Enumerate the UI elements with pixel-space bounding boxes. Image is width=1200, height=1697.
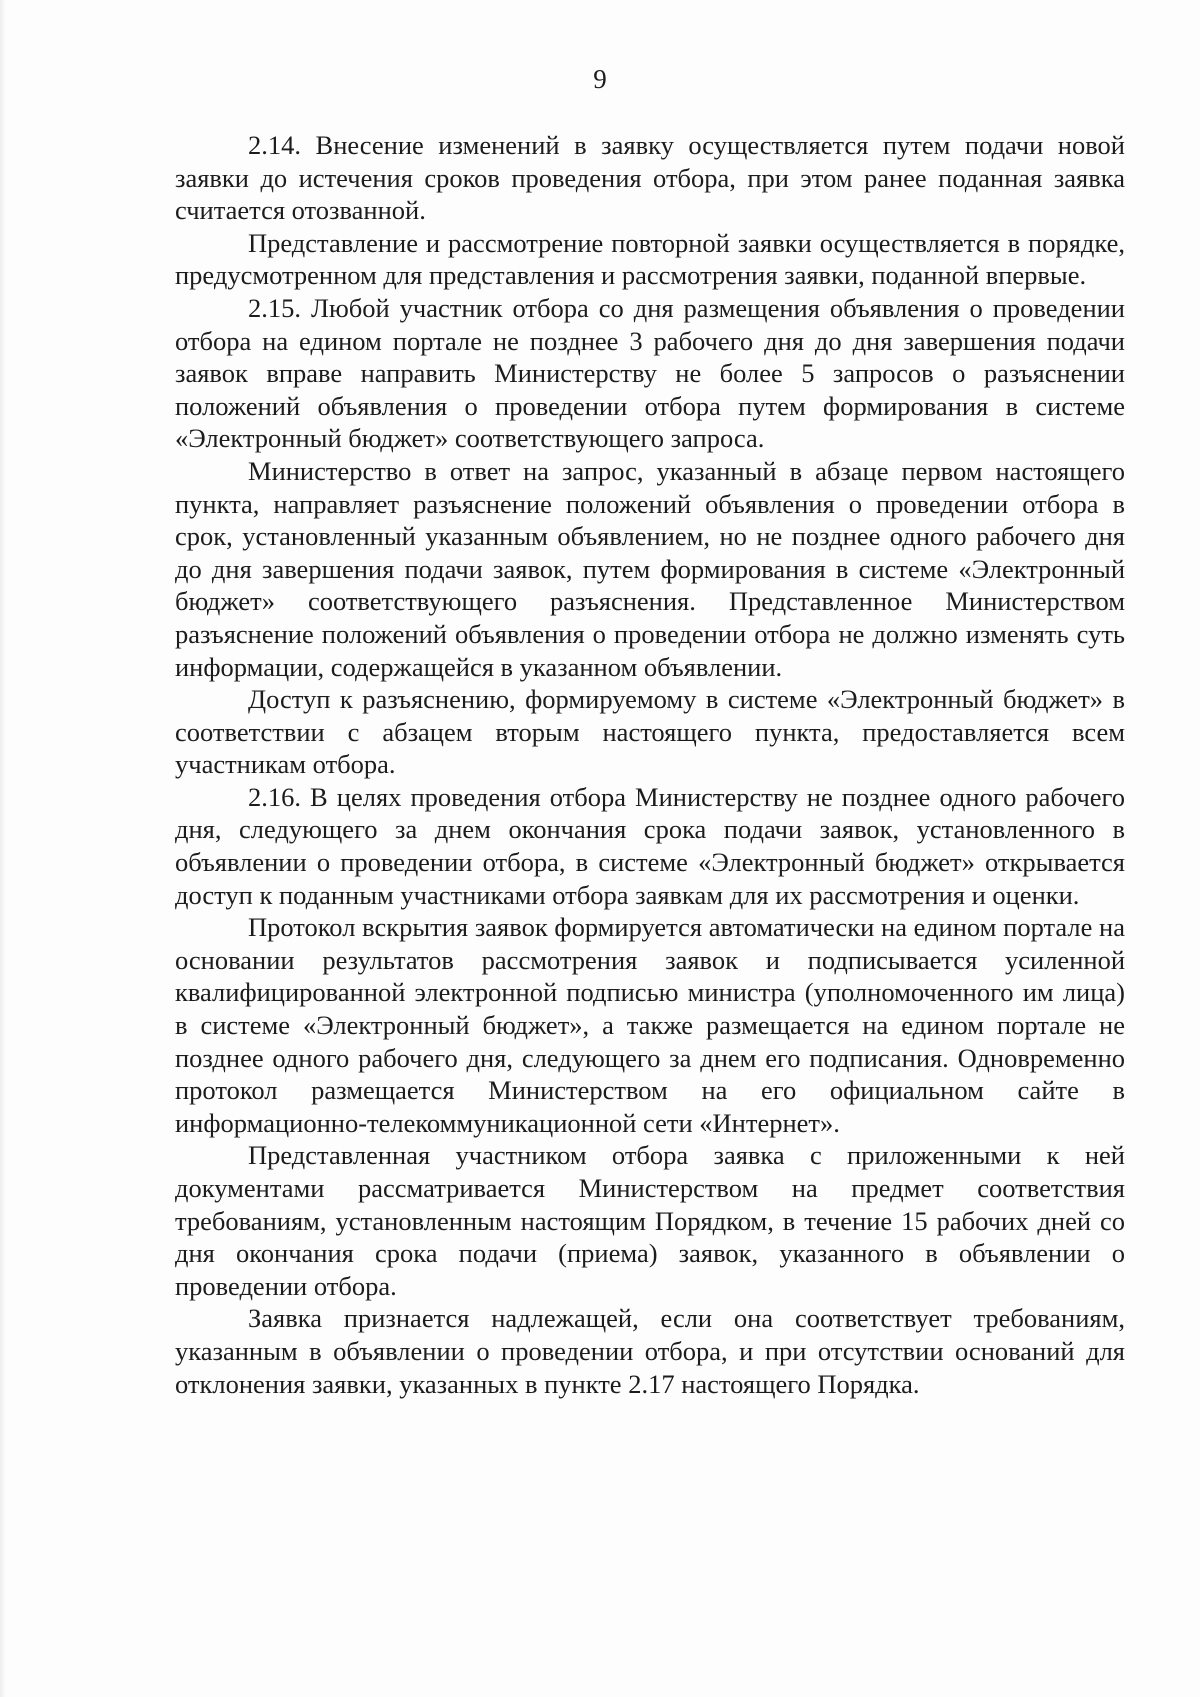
page-number: 9 — [593, 64, 607, 94]
paragraph-2-16: 2.16. В целях проведения отбора Министерству не позднее одного рабочего дня, следующего за днем окончания срока подачи заявок, установленного в объявлении о проведении отбора, в системе «Электронный бюджет» открывается доступ к поданным участниками отбора заявкам для их рассмотрения и оценки. — [175, 781, 1125, 910]
paragraph-opening-protocol: Протокол вскрытия заявок формируется автоматически на едином портале на основании результатов рассмотрения заявок и подписывается усиленной квалифицированной электронной подписью министра (уполномоченного им лица) в системе «Электронный бюджет», а также размещается на едином портале не позднее одного рабочего дня, следующего за днем его подписания. Одновременно протокол размещается Министерством на его официальном сайте в информационно-телекоммуникационной сети «Интернет». — [175, 912, 1125, 1138]
paragraph-application-valid: Заявка признается надлежащей, если она соответствует требованиям, указанным в объявлении о проведении отбора, и при отсутствии оснований для отклонения заявки, указанных в пункте 2.17 настоящего Порядка. — [175, 1303, 1125, 1399]
paragraph-2-14: 2.14. Внесение изменений в заявку осуществляется путем подачи новой заявки до истечения сроков проведения отбора, при этом ранее поданная заявка считается отозванной. — [175, 130, 1125, 226]
paragraph-ministry-response: Министерство в ответ на запрос, указанный в абзаце первом настоящего пункта, направляет разъяснение положений объявления о проведении отбора в срок, установленный указанным объявлением, но не позднее одного рабочего дня до дня завершения подачи заявок, путем формирования в системе «Электронный бюджет» соответствующего разъяснения. Представленное Министерством разъяснение положений объявления о проведении отбора не должно изменять суть информации, содержащейся в указанном объявлении. — [175, 455, 1125, 682]
paragraph-access-clarification: Доступ к разъяснению, формируемому в системе «Электронный бюджет» в соответствии с абзацем вторым настоящего пункта, предоставляется всем участникам отбора. — [175, 684, 1125, 780]
document-body — [175, 129, 1125, 1400]
paragraph-2-15: 2.15. Любой участник отбора со дня размещения объявления о проведении отбора на едином портале не позднее 3 рабочего дня до дня завершения подачи заявок вправе направить Министерству не более 5 запросов о разъяснении положений объявления о проведении отбора путем формирования в системе «Электронный бюджет» соответствующего запроса. — [175, 292, 1125, 454]
paragraph-review-period: Представленная участником отбора заявка с приложенными к ней документами рассматривается Министерством на предмет соответствия требованиям, установленным настоящим Порядком, в течение 15 рабочих дней со дня окончания срока подачи (приема) заявок, указанного в объявлении о проведении отбора. — [175, 1140, 1125, 1301]
paragraph-repeat-application: Представление и рассмотрение повторной заявки осуществляется в порядке, предусмотренном для представления и рассмотрения заявки, поданной впервые. — [175, 227, 1125, 291]
scan-edge-shadow — [0, 0, 6, 1697]
